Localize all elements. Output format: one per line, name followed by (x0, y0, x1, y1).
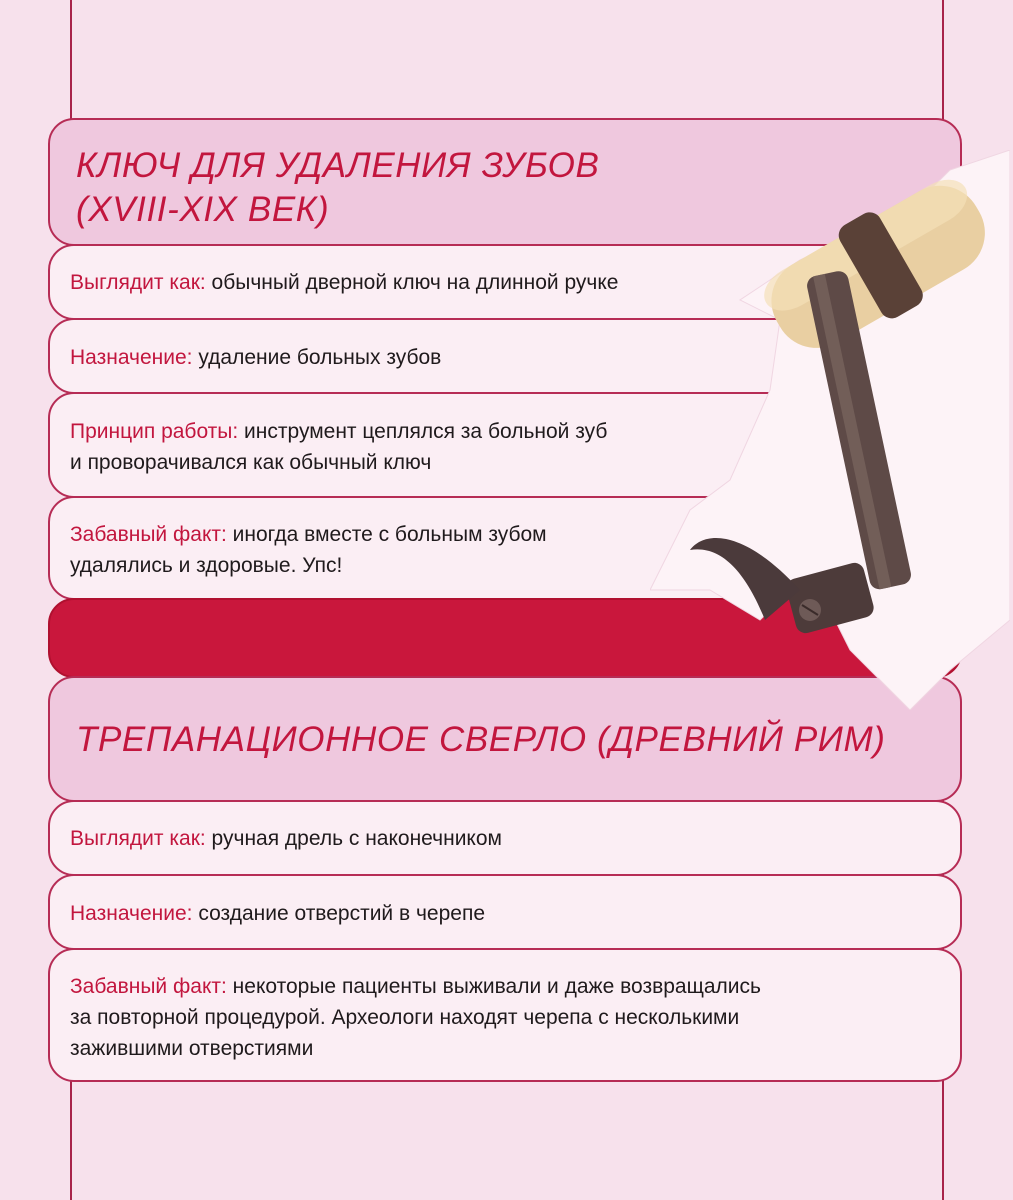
row-label: Выглядит как: (70, 271, 206, 294)
row-label: Назначение: (70, 902, 193, 925)
tooth-key-image (650, 150, 1010, 710)
row-label: Забавный факт: (70, 975, 227, 998)
row-value: ручная дрель с наконечником (205, 827, 502, 850)
section1-title: КЛЮЧ ДЛЯ УДАЛЕНИЯ ЗУБОВ (XVIII-XIX ВЕК) (76, 146, 600, 229)
section2-row-fact (48, 948, 962, 1082)
row-label: Принцип работы: (70, 420, 239, 443)
row-value: инструмент цеплялся за больной зуб и проворачивался как обычный ключ (70, 420, 608, 474)
row-value: создание отверстий в черепе (192, 902, 486, 925)
row-label: Назначение: (70, 346, 193, 369)
section2-title: ТРЕПАНАЦИОННОЕ СВЕРЛО (ДРЕВНИЙ РИМ) (76, 720, 886, 759)
row-value: удаление больных зубов (192, 346, 442, 369)
section2-row-purpose (48, 874, 962, 950)
row-label: Выглядит как: (70, 827, 206, 850)
section2-row-look (48, 800, 962, 876)
row-label: Забавный факт: (70, 523, 227, 546)
row-value: иногда вместе с больным зубом удалялись и здоровые. Упс! (70, 523, 547, 577)
row-value: некоторые пациенты выживали и даже возвращались за повторной процедурой. Археологи находят черепа с несколькими зажившими отверстиями (70, 975, 761, 1060)
row-value: обычный дверной ключ на длинной ручке (205, 271, 619, 294)
